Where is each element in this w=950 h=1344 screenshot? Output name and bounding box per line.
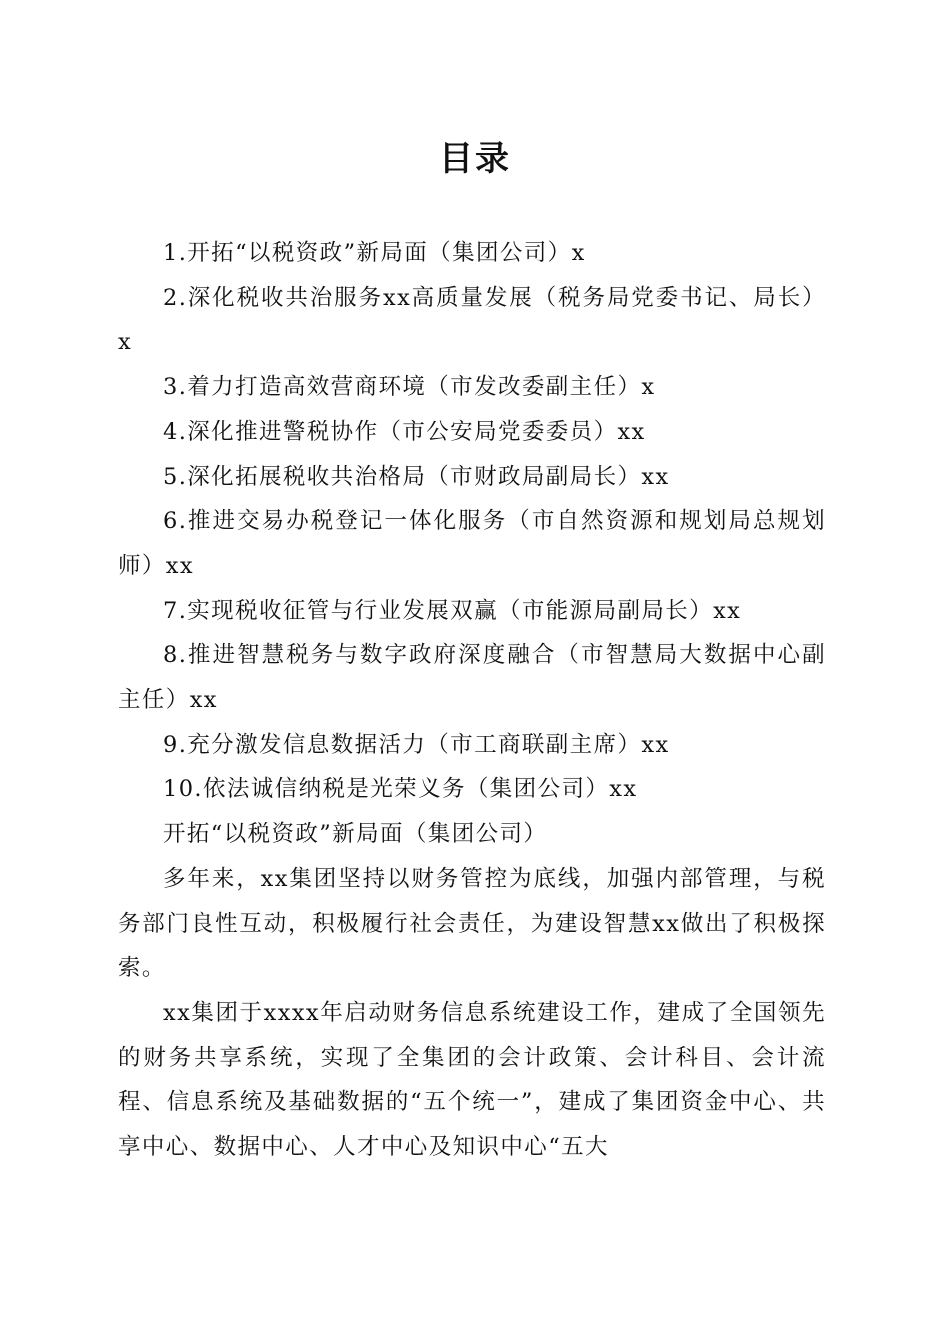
body-paragraph: 多年来，xx集团坚持以财务管控为底线，加强内部管理，与税务部门良性互动，积极履行社会责任，为建设智慧xx做出了积极探索。	[118, 865, 826, 982]
toc-item: 10.依法诚信纳税是光荣义务（集团公司）xx	[163, 776, 638, 803]
toc-item: 1.开拓“以税资政”新局面（集团公司）x	[163, 240, 586, 266]
toc-item: 6.推进交易办税登记一体化服务（市自然资源和规划局总规划师）xx	[118, 508, 826, 579]
body-paragraph: xx集团于xxxx年启动财务信息系统建设工作，建成了全国领先的财务共享系统，实现了全集团的会计政策、会计科目、会计流程、信息系统及基础数据的“五个统一”，建成了集团资金中心、共享中心、数据中心、人才中心及知识中心“五大	[118, 999, 826, 1161]
toc-item: 9.充分激发信息数据活力（市工商联副主席）xx	[163, 731, 670, 758]
document-body	[118, 231, 826, 1170]
toc-item: 2.深化税收共治服务xx高质量发展（税务局党委书记、局长）x	[118, 284, 826, 356]
toc-item: 7.实现税收征管与行业发展双赢（市能源局副局长）xx	[163, 597, 742, 624]
toc-item: 5.深化拓展税收共治格局（市财政局副局长）xx	[163, 463, 670, 490]
toc-item: 3.着力打造高效营商环境（市发改委副主任）x	[163, 374, 656, 401]
section-heading: 开拓“以税资政”新局面（集团公司）	[163, 821, 548, 848]
toc-item: 4.深化推进警税协作（市公安局党委委员）xx	[163, 418, 646, 445]
toc-item: 8.推进智慧税务与数字政府深度融合（市智慧局大数据中心副主任）xx	[118, 642, 826, 714]
page-title: 目录	[439, 139, 511, 179]
